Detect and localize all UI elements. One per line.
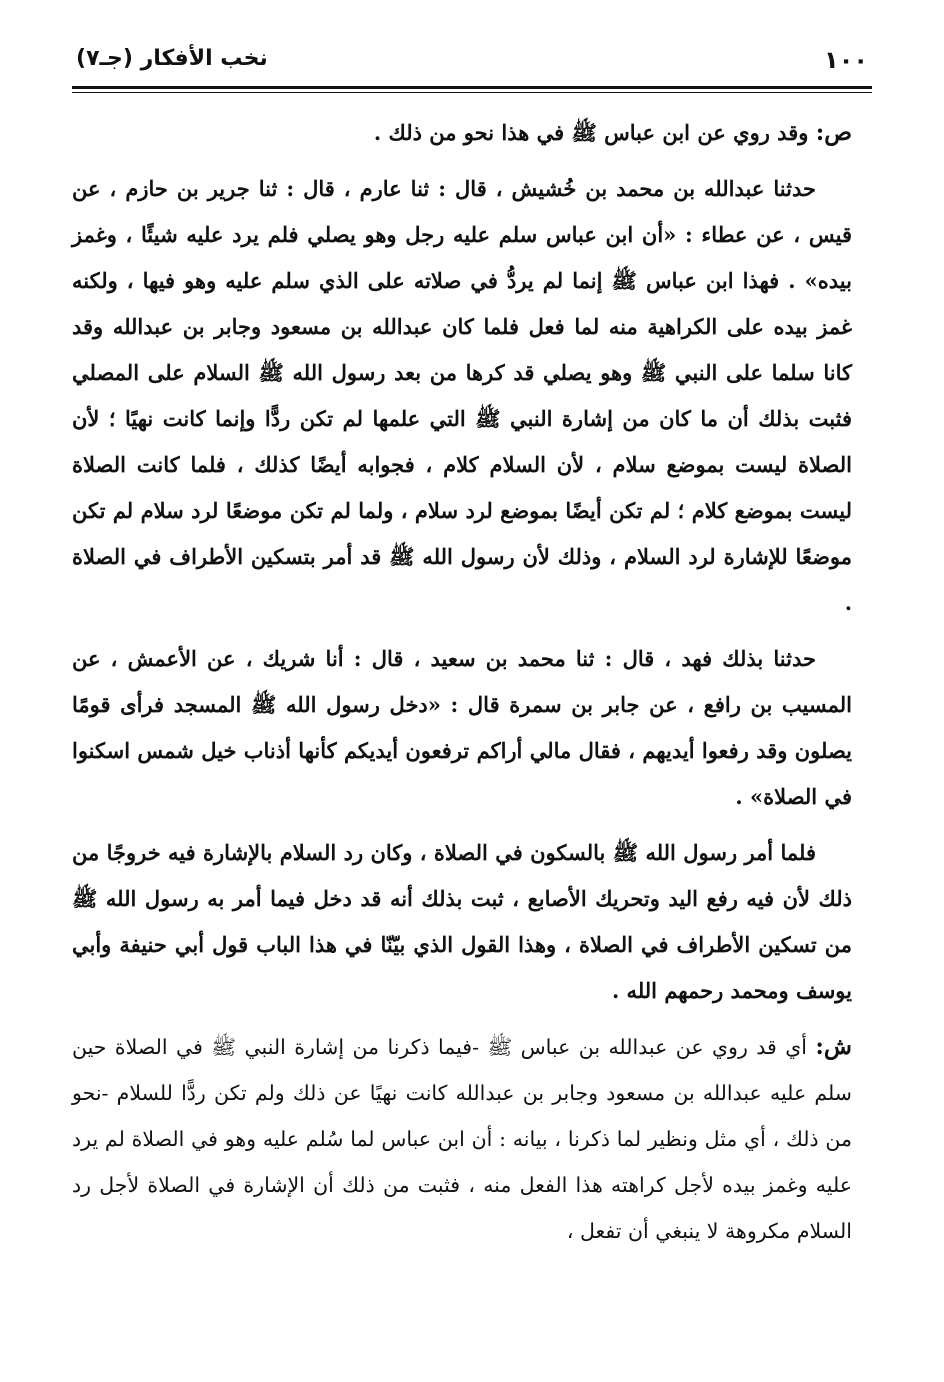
paragraph-content: فلما أمر رسول الله ﷺ بالسكون في الصلاة ، وكان رد السلام بالإشارة فيه خروجًا من ذلك لأن فيه رفع اليد وتحريك الأصابع ، ثبت بذلك أنه قد دخل فيما أمر به رسول الله ﷺ من تسكين الأطراف في الصلاة ، وهذا القول الذي بيّنّا في هذا الباب قول أبي حنيفة وأبي يوسف ومحمد رحمهم الله .	[72, 840, 852, 1003]
commentary-marker: ش:	[815, 1033, 852, 1060]
paragraph-hadith-ibn-abbas	[72, 166, 852, 626]
paragraph-content: أي قد روي عن عبدالله بن عباس ﷺ -فيما ذكرنا من إشارة النبي ﷺ في الصلاة حين سلم عليه عبدالله بن مسعود وجابر بن عبدالله كانت نهيًا عن ذلك ولم تكن ردًّا للسلام -نحو من ذلك ، أي مثل ونظير لما ذكرنا ، بيانه : أن ابن عباس لما سُلم عليه وهو في الصلاة لم يرد عليه وغمز بيده لأجل كراهته هذا الفعل منه ، فثبت من ذلك أن الإشارة في الصلاة لأجل رد السلام مكروهة لا ينبغي أن تفعل ،	[72, 1035, 852, 1243]
paragraph-content: حدثنا عبدالله بن محمد بن خُشيش ، قال : ثنا عارم ، قال : ثنا جرير بن حازم ، عن قيس ، عن عطاء : «أن ابن عباس سلم عليه رجل وهو يصلي فلم يرد عليه شيئًا ، وغمز بيده» . فهذا ابن عباس ﷺ إنما لم يردُّ في صلاته على الذي سلم عليه وهو فيها ، ولكنه غمز بيده على الكراهية منه لما فعل فلما كان عبدالله بن مسعود وجابر بن عبدالله وقد كانا سلما على النبي ﷺ وهو يصلي قد كرها من بعد رسول الله ﷺ السلام على المصلي فثبت بذلك أن ما كان من إشارة النبي ﷺ التي علمها لم تكن ردًّا وإنما كانت نهيًا ؛ لأن الصلاة ليست بموضع سلام ، لأن السلام كلام ، فجوابه أيضًا كذلك ، فلما كانت الصلاة ليست بموضع كلام ؛ لم تكن أيضًا بموضع لرد سلام ، ولما لم تكن موضعًا لرد سلام لم تكن موضعًا للإشارة لرد السلام ، وذلك لأن رسول الله ﷺ قد أمر بتسكين الأطراف في الصلاة .	[72, 176, 852, 615]
header-rule	[72, 86, 872, 89]
paragraph-text-intro	[72, 110, 852, 156]
header-rule-thin	[72, 92, 872, 93]
paragraph-commentary	[72, 1024, 852, 1254]
page-body	[72, 110, 852, 1264]
paragraph-content: حدثنا بذلك فهد ، قال : ثنا محمد بن سعيد ، قال : أنا شريك ، عن الأعمش ، عن المسيب بن رافع ، عن جابر بن سمرة قال : «دخل رسول الله ﷺ المسجد فرأى قومًا يصلون وقد رفعوا أيديهم ، فقال مالي أراكم ترفعون أيديكم كأنها أذناب خيل شمس اسكنوا في الصلاة» .	[72, 646, 852, 809]
page-number: ١٠٠	[824, 46, 868, 74]
text-marker: ص:	[815, 119, 852, 146]
running-title: نخب الأفكار (جـ٧)	[76, 46, 268, 71]
paragraph-content: وقد روي عن ابن عباس ﷺ في هذا نحو من ذلك .	[373, 120, 809, 145]
paragraph-hadith-jabir	[72, 636, 852, 820]
paragraph-conclusion	[72, 830, 852, 1014]
page-header	[72, 44, 872, 84]
